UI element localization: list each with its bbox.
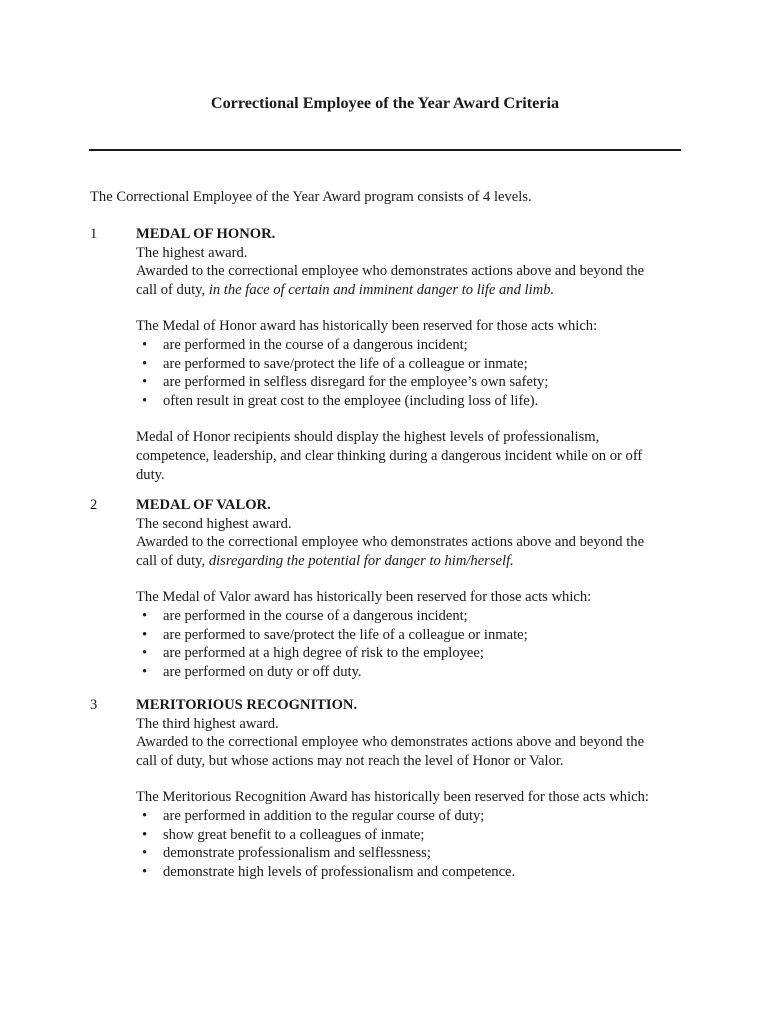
section-body	[136, 225, 682, 484]
awarded-line: call of duty, but whose actions may not reach the level of Honor or Valor.	[136, 752, 564, 769]
section-rank: The highest award.	[136, 244, 248, 261]
list-item: • are performed in selfless disregard for the employee’s own safety;	[142, 374, 549, 391]
awarded-line: Awarded to the correctional employee who demonstrates actions above and beyond the	[136, 263, 645, 280]
list-item: • are performed to save/protect the life of a colleague or inmate;	[142, 355, 528, 372]
awarded-text: call of duty,	[136, 281, 209, 298]
closing-line: Medal of Honor recipients should display the highest levels of professionalism,	[136, 429, 600, 446]
awarded-line	[136, 281, 682, 300]
awarded-line: Awarded to the correctional employee who demonstrates actions above and beyond the	[136, 734, 645, 751]
awarded-emphasis: disregarding the potential for danger to him/herself.	[208, 552, 514, 569]
section-number: 2	[90, 497, 98, 513]
awarded-line: Awarded to the correctional employee who demonstrates actions above and beyond the	[136, 534, 645, 551]
bullet-icon: •	[142, 392, 148, 409]
criteria-list	[136, 607, 682, 681]
section-body	[136, 496, 682, 681]
criteria-list	[136, 807, 682, 881]
awarded-line	[136, 552, 682, 571]
list-item: • demonstrate high levels of professionalism and competence.	[142, 863, 516, 880]
bullet-icon: •	[142, 663, 148, 680]
list-item: • are performed in addition to the regular course of duty;	[142, 807, 485, 824]
bullet-icon: •	[142, 607, 148, 624]
section-heading: MEDAL OF HONOR.	[136, 226, 276, 242]
bullet-icon: •	[142, 336, 148, 353]
bullet-icon: •	[142, 845, 148, 862]
criteria-list	[136, 336, 682, 410]
reserved-intro: The Meritorious Recognition Award has historically been reserved for those acts which:	[136, 789, 649, 806]
section-heading: MERITORIOUS RECOGNITION.	[136, 697, 358, 713]
section-heading: MEDAL OF VALOR.	[136, 497, 271, 513]
page-title: Correctional Employee of the Year Award Criteria	[210, 94, 560, 112]
list-item: • often result in great cost to the employee (including loss of life).	[142, 392, 539, 409]
bullet-icon: •	[142, 645, 148, 662]
list-item: • are performed in the course of a dangerous incident;	[142, 607, 468, 624]
section-rank: The third highest award.	[136, 715, 279, 732]
awarded-emphasis: in the face of certain and imminent danger to life and limb.	[208, 281, 555, 298]
list-item: • demonstrate professionalism and selflessness;	[142, 845, 431, 862]
list-item: • are performed at a high degree of risk to the employee;	[142, 645, 484, 662]
section-rank: The second highest award.	[136, 515, 292, 532]
intro-paragraph: The Correctional Employee of the Year Award program consists of 4 levels.	[90, 189, 532, 205]
bullet-icon: •	[142, 374, 148, 391]
section-number: 3	[90, 697, 98, 713]
reserved-intro: The Medal of Honor award has historically been reserved for those acts which:	[136, 318, 598, 335]
list-item: • show great benefit to a colleagues of inmate;	[142, 826, 425, 843]
section-number: 1	[90, 226, 98, 242]
section-body	[136, 696, 682, 881]
bullet-icon: •	[142, 863, 148, 880]
closing-line: duty.	[136, 466, 165, 483]
bullet-icon: •	[142, 826, 148, 843]
title-divider	[89, 149, 681, 151]
bullet-icon: •	[142, 626, 148, 643]
list-item: • are performed to save/protect the life of a colleague or inmate;	[142, 626, 528, 643]
list-item: • are performed on duty or off duty.	[142, 663, 362, 680]
awarded-text: call of duty,	[136, 552, 209, 569]
reserved-intro: The Medal of Valor award has historically been reserved for those acts which:	[136, 589, 592, 606]
bullet-icon: •	[142, 355, 148, 372]
closing-line: competence, leadership, and clear thinking during a dangerous incident while on or off	[136, 447, 643, 464]
list-item: • are performed in the course of a dangerous incident;	[142, 336, 468, 353]
bullet-icon: •	[142, 807, 148, 824]
